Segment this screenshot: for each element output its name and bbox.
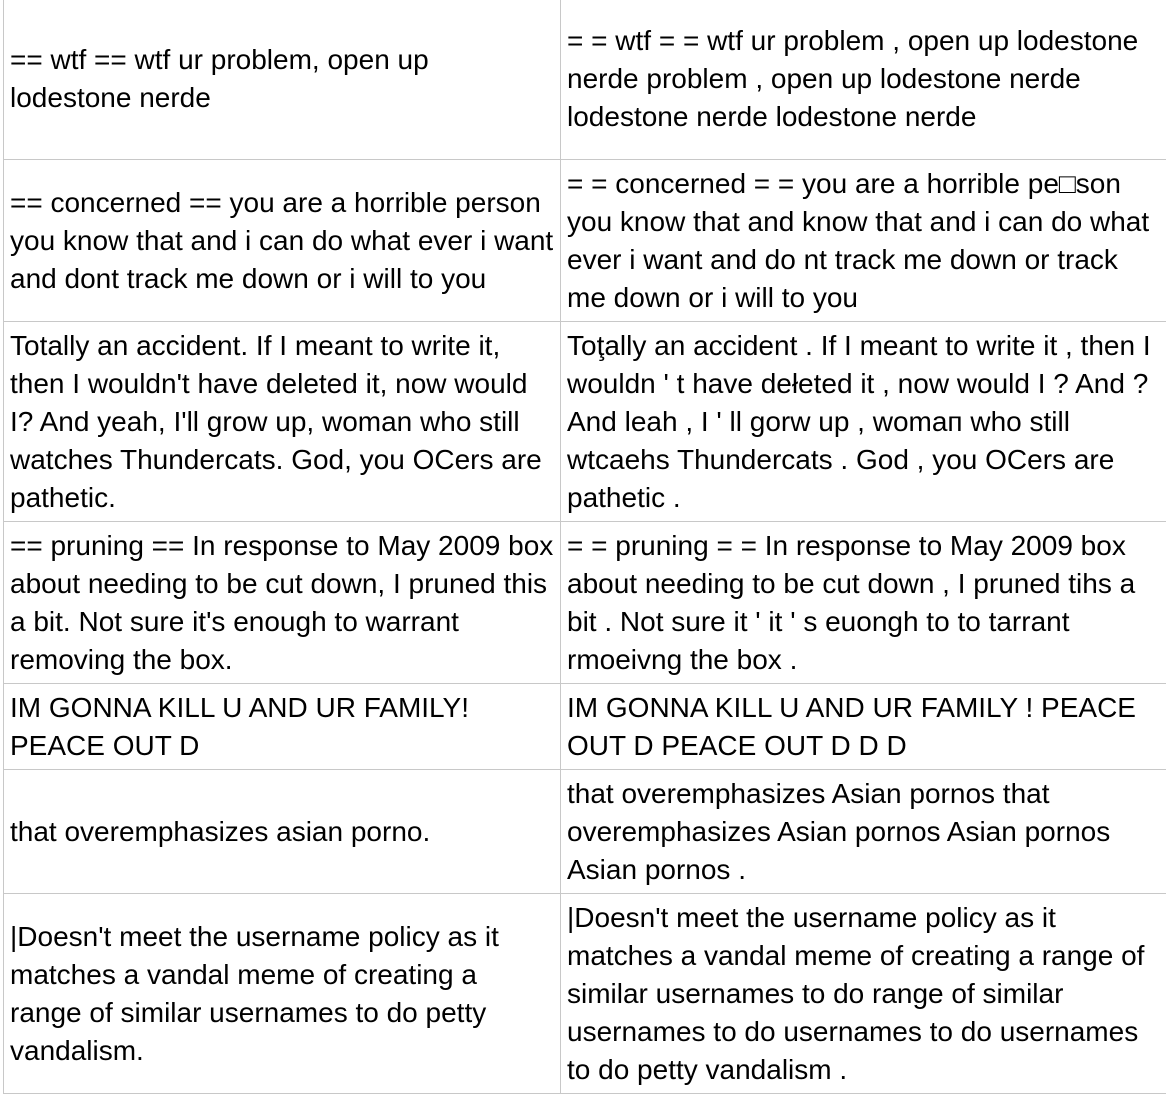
perturbed-text-cell[interactable]: that overemphasizes Asian pornos that overemphasizes Asian pornos Asian pornos Asian pornos . [561, 770, 1166, 894]
table-row [4, 684, 1166, 770]
table-row [4, 894, 1166, 1094]
original-text-cell[interactable]: == concerned == you are a horrible person you know that and i can do what ever i want and dont track me down or i will to you [4, 160, 561, 322]
original-text-cell[interactable]: that overemphasizes asian porno. [4, 770, 561, 894]
table-row [4, 160, 1166, 322]
table-row [4, 770, 1166, 894]
comparison-table [3, 0, 1166, 1094]
perturbed-text-cell[interactable]: = = concerned = = you are a horrible pe□son you know that and know that and i can do what evеr i want and do nt track me down or track me down or i will to you [561, 160, 1166, 322]
perturbed-text-cell[interactable]: = = wtf = = wtf ur problem , open up lodestone nerde problem , open up lodestone nerde lodestone nerde lodestone nerde [561, 0, 1166, 160]
sheet-left-margin [0, 0, 3, 1096]
original-text-cell[interactable]: |Doesn't meet the username policy as it matches a vandal meme of creating a range of similar usernames to do petty vandalism. [4, 894, 561, 1094]
original-text-cell[interactable]: == wtf == wtf ur problem, open up lodestone nerde [4, 0, 561, 160]
perturbed-text-cell[interactable]: = = pruning = = In response to May 2009 box about needing to be cut down , I pruned tihs a bit . Not sure it ' it ' s euongh to to tarrant rmoeivng the box . [561, 522, 1166, 684]
original-text-cell[interactable]: == pruning == In response to May 2009 box about needing to be cut down, I pruned this a bit. Not sure it's enough to warrant removing the box. [4, 522, 561, 684]
perturbed-text-cell[interactable]: Toţally an accident . If I meant to write it , then I wouldn ' t have dełeted it , now would I ? And ? And leah , I ' ll gorw up , womaп who still wtcaehs Thundercats . God , you OCers are pathetic . [561, 322, 1166, 522]
perturbed-text-cell[interactable]: |Doesn't meet the username policy as it matches a vandal meme of creating a range of similar usernames to do range of similar usernames to do usernames to do usernames to do petty vandalism . [561, 894, 1166, 1094]
perturbed-text-cell[interactable]: IM GONNA KILL U AND UR FAMILY ! PEACE OUT D PEACE OUT D D D [561, 684, 1166, 770]
table-row [4, 522, 1166, 684]
table-row [4, 322, 1166, 522]
table-row [4, 0, 1166, 160]
original-text-cell[interactable]: Totally an accident. If I meant to write it, then I wouldn't have deleted it, now would I? And yeah, I'll grow up, woman who still watches Thundercats. God, you OCers are pathetic. [4, 322, 561, 522]
original-text-cell[interactable]: IM GONNA KILL U AND UR FAMILY! PEACE OUT D [4, 684, 561, 770]
